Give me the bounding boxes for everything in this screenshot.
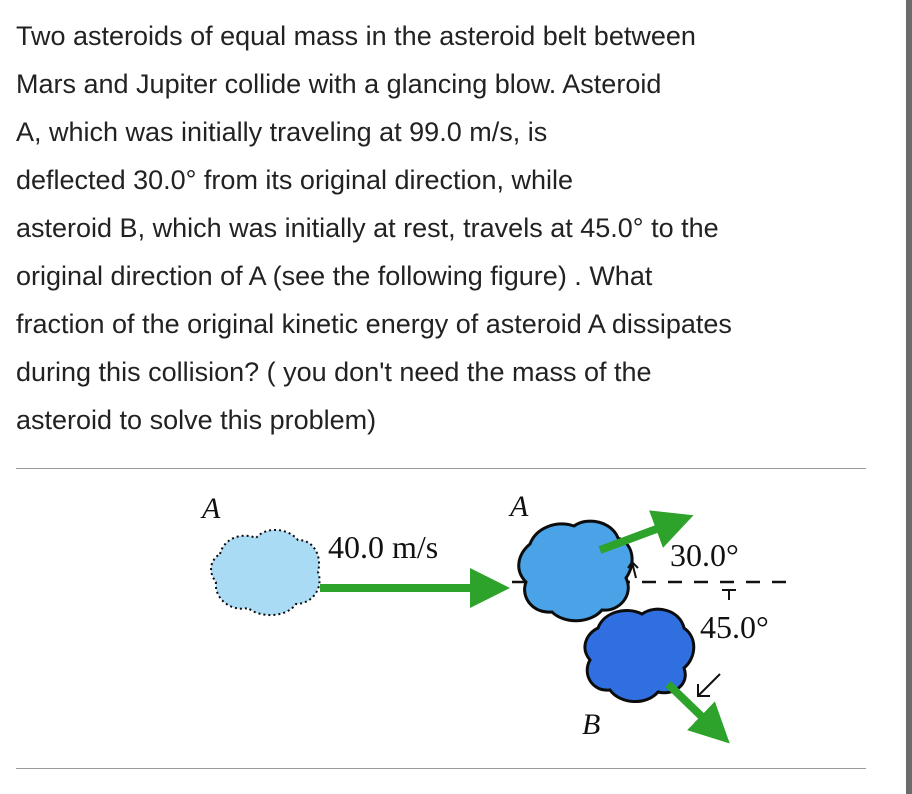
- collision-figure: [190, 478, 830, 768]
- label-asteroid-b: B: [582, 708, 601, 741]
- right-border: [906, 0, 912, 794]
- problem-statement: [16, 12, 876, 444]
- problem-line: asteroid B, which was initially at rest, travels at 45.0° to the: [16, 213, 719, 243]
- angle-tick-45-top: [722, 590, 736, 600]
- divider-bottom: [16, 768, 866, 769]
- problem-line: asteroid to solve this problem): [16, 405, 377, 435]
- asteroid-a-initial: [211, 530, 320, 615]
- collision-diagram: [190, 478, 830, 768]
- problem-line: Mars and Jupiter collide with a glancing blow. Asteroid: [16, 69, 662, 99]
- initial-speed-label: 40.0 m/s: [328, 529, 439, 565]
- problem-line: A, which was initially traveling at 99.0 m/s, is: [16, 117, 548, 147]
- label-asteroid-a-initial: A: [202, 492, 221, 525]
- angle-label-b: 45.0°: [700, 609, 769, 645]
- asteroid-a-after: [519, 521, 632, 621]
- problem-line: fraction of the original kinetic energy of asteroid A dissipates: [16, 309, 732, 339]
- angle-label-a: 30.0°: [670, 537, 739, 573]
- velocity-arrow-b-final: [668, 684, 724, 738]
- angle-arrow-45: [698, 674, 720, 696]
- divider-top: [16, 468, 866, 469]
- problem-line: original direction of A (see the following figure) . What: [16, 261, 653, 291]
- problem-line: deflected 30.0° from its original direction, while: [16, 165, 574, 195]
- problem-line: Two asteroids of equal mass in the asteroid belt between: [16, 21, 696, 51]
- problem-line: during this collision? ( you don't need the mass of the: [16, 357, 652, 387]
- label-asteroid-a-after: A: [510, 490, 529, 523]
